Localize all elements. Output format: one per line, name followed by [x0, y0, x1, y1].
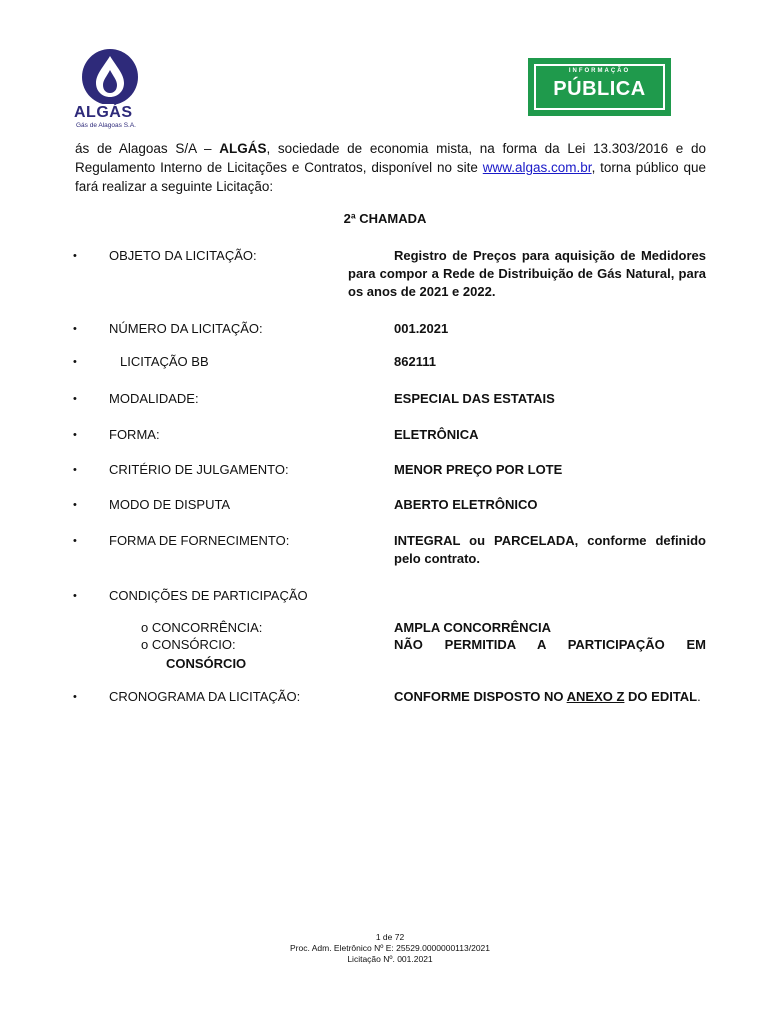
modo-value: ABERTO ELETRÔNICO: [394, 497, 538, 512]
anexo-z-link[interactable]: ANEXO Z: [566, 689, 625, 704]
cronograma-end: .: [697, 689, 701, 704]
bullet: •: [73, 691, 77, 703]
site-link[interactable]: www.algas.com.br: [482, 160, 592, 175]
objeto-value: Registro de Preços para aquisição de Medidores para compor a Rede de Distribuição de Gás Natural, para os anos de 2021 e 2022.: [348, 248, 706, 299]
badge-top-text: INFORMAÇÃO: [568, 68, 631, 74]
page-footer: [0, 932, 770, 965]
fornecimento-label: FORMA DE FORNECIMENTO:: [109, 533, 290, 548]
bullet: •: [73, 323, 77, 335]
bullet: •: [73, 464, 77, 476]
badge-main-text: PÚBLICA: [553, 78, 646, 100]
consorcio-cont: CONSÓRCIO: [166, 656, 247, 671]
bb-value: 862111: [394, 354, 436, 369]
informacao-publica-badge: [528, 58, 671, 116]
intro-paragraph: [75, 139, 706, 196]
footer-licitacao: Licitação Nº. 001.2021: [347, 954, 433, 964]
bullet: •: [73, 429, 77, 441]
intro-part1: ás de Alagoas S/A –: [75, 141, 220, 156]
numero-value: 001.2021: [394, 321, 449, 336]
bb-label: LICITAÇÃO BB: [120, 354, 209, 369]
bullet: •: [73, 590, 77, 602]
chamada-heading: 2ª CHAMADA: [343, 211, 427, 226]
criterio-label: CRITÉRIO DE JULGAMENTO:: [109, 462, 289, 477]
forma-label: FORMA:: [109, 427, 160, 442]
intro-part2: , sociedade de economia mista, na forma da Lei 13.303/2016 e do Regulamento Interno de Licitações e Contratos, disponível no site: [75, 141, 706, 175]
modalidade-label: MODALIDADE:: [109, 391, 199, 406]
intro-company: ALGÁS: [219, 141, 267, 156]
page-number: 1 de 72: [375, 932, 405, 942]
logo-subtitle: Gás de Alagoas S.A.: [76, 122, 136, 129]
algas-logo: [74, 48, 154, 132]
concorrencia-label: o CONCORRÊNCIA:: [141, 620, 263, 635]
logo-name: ALGÁS: [74, 104, 133, 121]
cronograma-value: [394, 688, 706, 706]
cronograma-part2: DO EDITAL: [624, 689, 698, 704]
criterio-value: MENOR PREÇO POR LOTE: [394, 462, 563, 477]
bullet: •: [73, 250, 77, 262]
modalidade-value: ESPECIAL DAS ESTATAIS: [394, 391, 555, 406]
concorrencia-value: AMPLA CONCORRÊNCIA: [394, 620, 551, 635]
objeto-label: OBJETO DA LICITAÇÃO:: [109, 248, 257, 263]
cronograma-part1: CONFORME DISPOSTO NO: [394, 689, 567, 704]
footer-proc: Proc. Adm. Eletrônico Nº E: 25529.0000000113/2021: [290, 943, 490, 953]
bullet: •: [73, 356, 77, 368]
bullet: •: [73, 499, 77, 511]
bullet: •: [73, 393, 77, 405]
cronograma-label: CRONOGRAMA DA LICITAÇÃO:: [109, 689, 301, 704]
forma-value: ELETRÔNICA: [394, 427, 479, 442]
algas-logo-mark: [74, 48, 154, 104]
condicoes-label: CONDIÇÕES DE PARTICIPAÇÃO: [109, 588, 308, 603]
intro-part3: , torna público que fará realizar a seguinte Licitação:: [75, 160, 706, 194]
consorcio-value: NÃO PERMITIDA A PARTICIPAÇÃO EM: [394, 637, 706, 652]
bullet: •: [73, 535, 77, 547]
modo-label: MODO DE DISPUTA: [109, 497, 231, 512]
fornecimento-value: INTEGRAL ou PARCELADA, conforme definido pelo contrato.: [394, 533, 706, 566]
consorcio-label: o CONSÓRCIO:: [141, 637, 236, 652]
numero-label: NÚMERO DA LICITAÇÃO:: [109, 321, 263, 336]
